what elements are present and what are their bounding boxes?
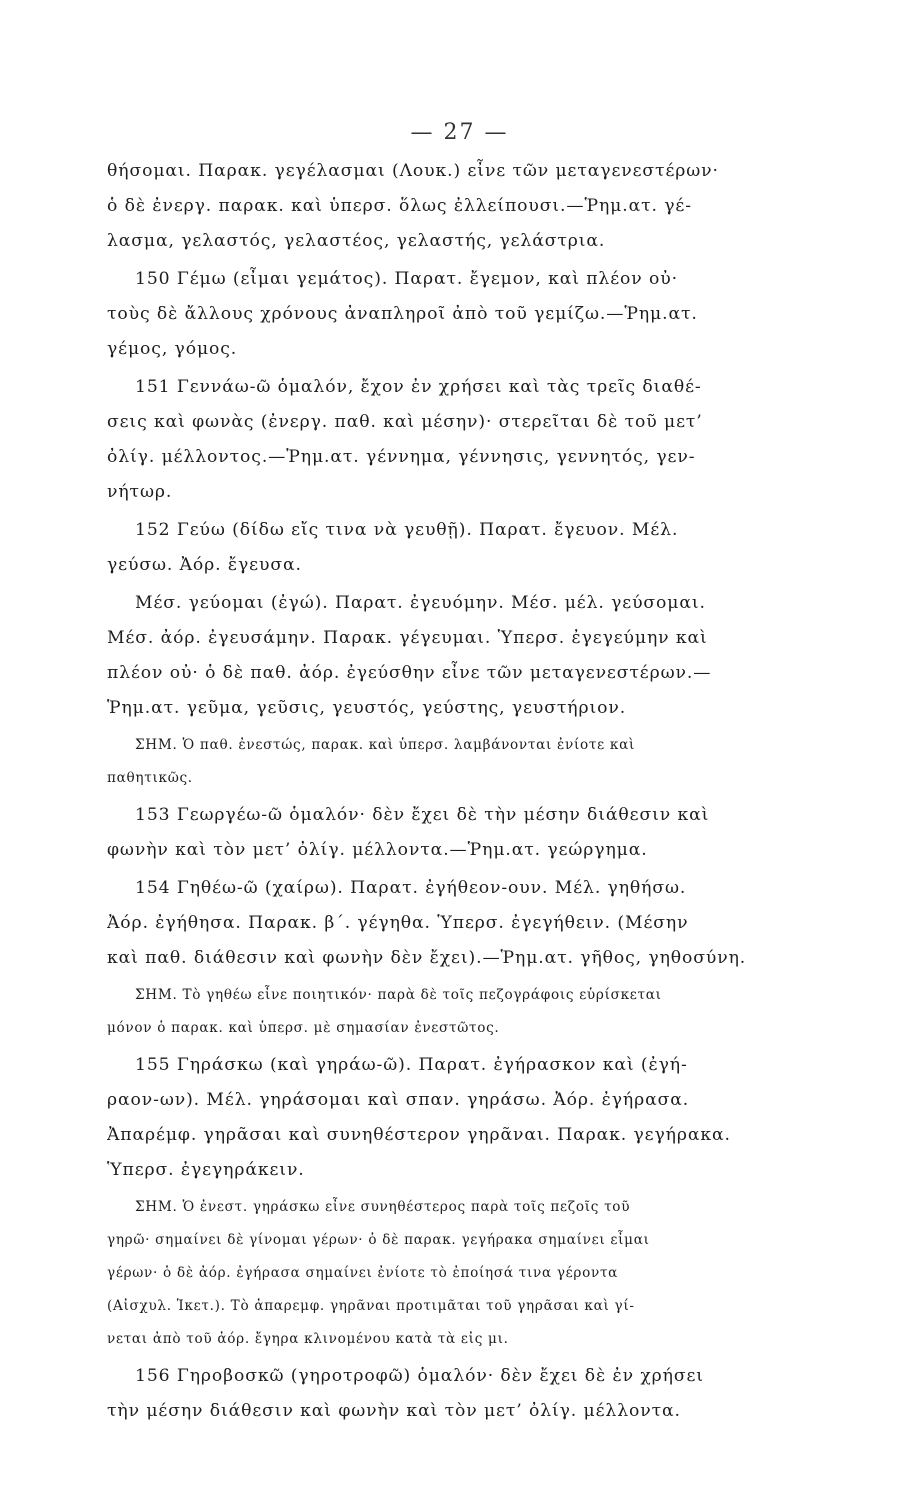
text-line: Ῥημ.ατ. γεῦμα, γεῦσις, γευστός, γεύστης, γευστήριον.: [107, 698, 627, 718]
text-paragraph: [107, 154, 767, 259]
text-line: θήσομαι. Παρακ. γεγέλασμαι (Λουκ.) εἶνε τῶν μεταγενεστέρων·: [107, 161, 719, 181]
text-line: σεις καὶ φωνὰς (ἐνεργ. παθ. καὶ μέσην)· στερεῖται δὲ τοῦ μετ’: [107, 412, 703, 432]
text-line: ΣΗΜ. Τὸ γηθέω εἶνε ποιητικόν· παρὰ δὲ τοῖς πεζογράφοις εὑρίσκεται: [135, 987, 662, 1003]
text-line: γεύσω. Ἀόρ. ἔγευσα.: [107, 555, 302, 575]
text-line: καὶ παθ. διάθεσιν καὶ φωνὴν δὲν ἔχει).—Ῥημ.ατ. γῆθος, γηθοσύνη.: [107, 948, 747, 968]
text-line: Μέσ. ἀόρ. ἐγευσάμην. Παρακ. γέγευμαι. Ὑπερσ. ἐγεγεύμην καὶ: [107, 628, 708, 648]
note-paragraph: [107, 729, 767, 795]
note-paragraph: [107, 979, 767, 1045]
page-body: [107, 154, 767, 1432]
text-line: Ὑπερσ. ἐγεγηράκειν.: [107, 1160, 305, 1180]
text-line: 150 Γέμω (εἶμαι γεμάτος). Παρατ. ἔγεμον, καὶ πλέον οὐ·: [135, 269, 678, 289]
note-paragraph: [107, 1191, 767, 1356]
text-line: νεται ἀπὸ τοῦ ἀόρ. ἔγηρα κλινομένου κατὰ τὰ εἰς μι.: [107, 1331, 509, 1347]
text-line: ὁ δὲ ἐνεργ. παρακ. καὶ ὑπερσ. ὅλως ἐλλείπουσι.—Ῥημ.ατ. γέ-: [107, 196, 692, 216]
text-line: παθητικῶς.: [107, 770, 193, 786]
text-paragraph: [107, 586, 767, 726]
text-line: πλέον οὐ· ὁ δὲ παθ. ἀόρ. ἐγεύσθην εἶνε τῶν μεταγενεστέρων.—: [107, 663, 712, 683]
text-paragraph: [107, 513, 767, 583]
text-paragraph: [107, 262, 767, 367]
text-line: ὀλίγ. μέλλοντος.—Ῥημ.ατ. γέννημα, γέννησις, γεννητός, γεν-: [107, 447, 696, 467]
page-number: — 27 —: [410, 120, 509, 145]
text-line: 152 Γεύω (δίδω εἴς τινα νὰ γευθῇ). Παρατ. ἔγευον. Μέλ.: [135, 520, 679, 540]
text-line: νήτωρ.: [107, 482, 173, 502]
text-line: ΣΗΜ. Ὁ ἐνεστ. γηράσκω εἶνε συνηθέστερος παρὰ τοῖς πεζοῖς τοῦ: [135, 1199, 631, 1215]
text-paragraph: [107, 1048, 767, 1188]
text-paragraph: [107, 370, 767, 510]
text-line: τοὺς δὲ ἄλλους χρόνους ἀναπληροῖ ἀπὸ τοῦ γεμίζω.—Ῥημ.ατ.: [107, 304, 698, 324]
text-line: 153 Γεωργέω-ῶ ὁμαλόν· δὲν ἔχει δὲ τὴν μέσην διάθεσιν καὶ: [135, 805, 710, 825]
text-line: γηρῶ· σημαίνει δὲ γίνομαι γέρων· ὁ δὲ παρακ. γεγήρακα σημαίνει εἶμαι: [107, 1232, 650, 1248]
text-line: μόνον ὁ παρακ. καὶ ὑπερσ. μὲ σημασίαν ἐνεστῶτος.: [107, 1020, 500, 1036]
text-paragraph: [107, 871, 767, 976]
text-line: λασμα, γελαστός, γελαστέος, γελαστής, γελάστρια.: [107, 231, 606, 251]
text-line: 154 Γηθέω-ῶ (χαίρω). Παρατ. ἐγήθεον-ουν. Μέλ. γηθήσω.: [135, 878, 687, 898]
text-line: Μέσ. γεύομαι (ἐγώ). Παρατ. ἐγευόμην. Μέσ. μέλ. γεύσομαι.: [135, 593, 706, 613]
text-line: γέρων· ὁ δὲ ἀόρ. ἐγήρασα σημαίνει ἐνίοτε τὸ ἐποίησά τινα γέροντα: [107, 1265, 619, 1281]
text-line: ΣΗΜ. Ὁ παθ. ἐνεστώς, παρακ. καὶ ὑπερσ. λαμβάνονται ἐνίοτε καὶ: [135, 737, 636, 753]
text-line: 155 Γηράσκω (καὶ γηράω-ῶ). Παρατ. ἐγήρασκον καὶ (ἐγή-: [135, 1055, 688, 1075]
text-line: 156 Γηροβοσκῶ (γηροτροφῶ) ὁμαλόν· δὲν ἔχει δὲ ἐν χρήσει: [135, 1366, 704, 1386]
text-paragraph: [107, 1359, 767, 1429]
text-line: 151 Γεννάω-ῶ ὁμαλόν, ἔχον ἐν χρήσει καὶ τὰς τρεῖς διαθέ-: [135, 377, 702, 397]
text-paragraph: [107, 798, 767, 868]
text-line: φωνὴν καὶ τὸν μετ’ ὀλίγ. μέλλοντα.—Ῥημ.ατ. γεώργημα.: [107, 840, 648, 860]
text-line: (Αἰσχυλ. Ἱκετ.). Τὸ ἀπαρεμφ. γηρᾶναι προτιμᾶται τοῦ γηρᾶσαι καὶ γί-: [107, 1298, 635, 1314]
text-line: γέμος, γόμος.: [107, 339, 238, 359]
text-line: Ἀπαρέμφ. γηρᾶσαι καὶ συνηθέστερον γηρᾶναι. Παρακ. γεγήρακα.: [107, 1125, 731, 1145]
text-line: τὴν μέσην διάθεσιν καὶ φωνὴν καὶ τὸν μετ’ ὀλίγ. μέλλοντα.: [107, 1401, 681, 1421]
text-line: ραον-ων). Μέλ. γηράσομαι καὶ σπαν. γηράσω. Ἀόρ. ἐγήρασα.: [107, 1090, 690, 1110]
text-line: Ἀόρ. ἐγήθησα. Παρακ. β΄. γέγηθα. Ὑπερσ. ἐγεγήθειν. (Μέσην: [107, 913, 689, 933]
